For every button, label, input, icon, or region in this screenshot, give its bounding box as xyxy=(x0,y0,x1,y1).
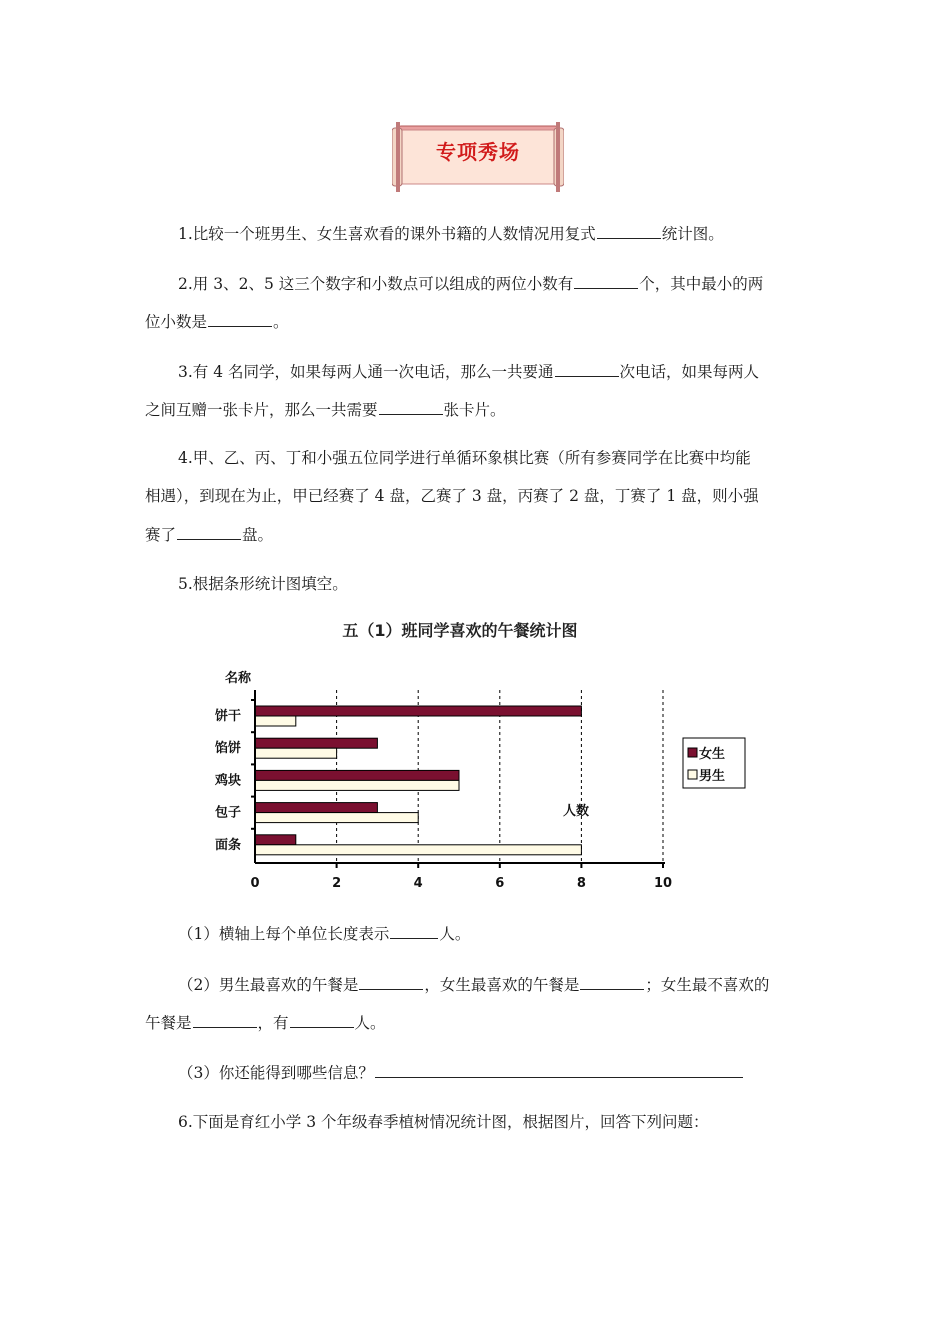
question-5-sub-2-text-2: 午餐是 xyxy=(145,1014,192,1032)
bar-boys xyxy=(255,780,459,790)
question-3-line-1 xyxy=(178,360,818,382)
bar-girls xyxy=(255,835,296,845)
bar-boys xyxy=(255,845,581,855)
question-2-text-end: 。 xyxy=(273,313,289,331)
chart-legend xyxy=(683,738,745,788)
category-label: 面条 xyxy=(214,837,241,853)
legend-label-girls: 女生 xyxy=(699,747,726,762)
legend-label-boys: 男生 xyxy=(699,769,726,784)
answer-blank[interactable] xyxy=(555,360,619,377)
question-5-sub-2-text: （2）男生最喜欢的午餐是 xyxy=(178,976,359,994)
x-tick-label: 8 xyxy=(576,876,586,891)
question-2-line-1 xyxy=(178,272,818,294)
bar-boys xyxy=(255,716,296,726)
question-5-sub-3 xyxy=(178,1061,818,1083)
question-2-text-middle: 个，其中最小的两 xyxy=(639,275,764,293)
answer-blank[interactable] xyxy=(359,973,423,990)
x-tick-label: 4 xyxy=(413,876,423,891)
question-4-text: 4.甲、乙、丙、丁和小强五位同学进行单循环象棋比赛（所有参赛同学在比赛中均能 xyxy=(178,449,751,467)
x-tick-label: 2 xyxy=(332,876,342,891)
category-label: 馅饼 xyxy=(214,741,241,757)
category-label: 饼干 xyxy=(214,709,241,724)
answer-blank[interactable] xyxy=(580,973,644,990)
question-3-text-2: 之间互赠一张卡片，那么一共需要 xyxy=(145,401,378,419)
answer-blank[interactable] xyxy=(574,272,638,289)
bar-girls xyxy=(255,738,377,748)
question-5-sub-3-text: （3）你还能得到哪些信息？ xyxy=(178,1064,374,1082)
question-4-text-end: 盘。 xyxy=(242,526,274,544)
question-2-text: 2.用 3、2、5 这三个数字和小数点可以组成的两位小数有 xyxy=(178,275,574,293)
question-5-intro xyxy=(178,574,818,594)
question-5-sub-1-end: 人。 xyxy=(439,925,471,943)
category-label: 包子 xyxy=(214,805,241,821)
chart-ylabel: 名称 xyxy=(225,671,252,686)
answer-blank[interactable] xyxy=(177,523,241,540)
question-6-text: 6.下面是育红小学 3 个年级春季植树情况统计图，根据图片，回答下列问题： xyxy=(178,1113,709,1131)
question-4-line-1 xyxy=(178,448,818,468)
section-banner xyxy=(392,122,564,192)
legend-swatch-girls xyxy=(688,748,697,757)
bar-boys xyxy=(255,748,337,758)
question-1 xyxy=(178,222,818,244)
question-4-text-3: 赛了 xyxy=(145,526,177,544)
question-5-sub-2-end: 人。 xyxy=(354,1014,386,1032)
question-2-text-2: 位小数是 xyxy=(145,313,208,331)
question-3-text: 3.有 4 名同学，如果每两人通一次电话，那么一共要通 xyxy=(178,363,554,381)
answer-blank[interactable] xyxy=(375,1061,743,1078)
answer-blank[interactable] xyxy=(379,398,443,415)
answer-blank[interactable] xyxy=(193,1011,257,1028)
bar-girls xyxy=(255,770,459,780)
x-tick-label: 10 xyxy=(653,876,673,891)
lunch-bar-chart xyxy=(195,660,755,900)
question-5-sub-1 xyxy=(178,922,818,944)
answer-blank[interactable] xyxy=(390,922,438,939)
x-tick-label: 0 xyxy=(250,876,260,891)
question-5-sub-2-line-1 xyxy=(178,973,818,995)
question-6 xyxy=(178,1112,818,1132)
bar-girls xyxy=(255,706,581,716)
question-5-sub-2-middle-2: ，有 xyxy=(257,1014,289,1032)
question-5-text: 5.根据条形统计图填空。 xyxy=(178,575,348,593)
question-5-sub-2-middle: ，女生最喜欢的午餐是 xyxy=(424,976,580,994)
banner-title: 专项秀场 xyxy=(436,140,520,164)
question-5-sub-1-text: （1）横轴上每个单位长度表示 xyxy=(178,925,390,943)
bar-boys xyxy=(255,813,418,823)
answer-blank[interactable] xyxy=(208,310,272,327)
legend-swatch-boys xyxy=(688,770,697,779)
question-2-line-2 xyxy=(145,310,815,332)
answer-blank[interactable] xyxy=(597,222,661,239)
question-3-text-end: 张卡片。 xyxy=(443,401,506,419)
question-3-text-middle: 次电话，如果每两人 xyxy=(619,363,760,381)
chart-xlabel: 人数 xyxy=(563,804,590,819)
chart-title: 五（1）班同学喜欢的午餐统计图 xyxy=(342,621,578,640)
answer-blank[interactable] xyxy=(290,1011,354,1028)
question-4-text-2: 相遇），到现在为止，甲已经赛了 4 盘，乙赛了 3 盘，丙赛了 2 盘，丁赛了 1 盘，则小强 xyxy=(145,487,759,505)
question-1-text: 1.比较一个班男生、女生喜欢看的课外书籍的人数情况用复式 xyxy=(178,225,596,243)
question-3-line-2 xyxy=(145,398,815,420)
question-4-line-2 xyxy=(145,486,815,506)
bar-girls xyxy=(255,803,377,813)
question-4-line-3 xyxy=(145,523,815,545)
question-5-sub-2-after: ；女生最不喜欢的 xyxy=(645,976,770,994)
question-1-text-end: 统计图。 xyxy=(661,225,724,243)
x-tick-label: 6 xyxy=(495,876,505,891)
category-label: 鸡块 xyxy=(214,773,241,789)
question-5-sub-2-line-2 xyxy=(145,1011,815,1033)
